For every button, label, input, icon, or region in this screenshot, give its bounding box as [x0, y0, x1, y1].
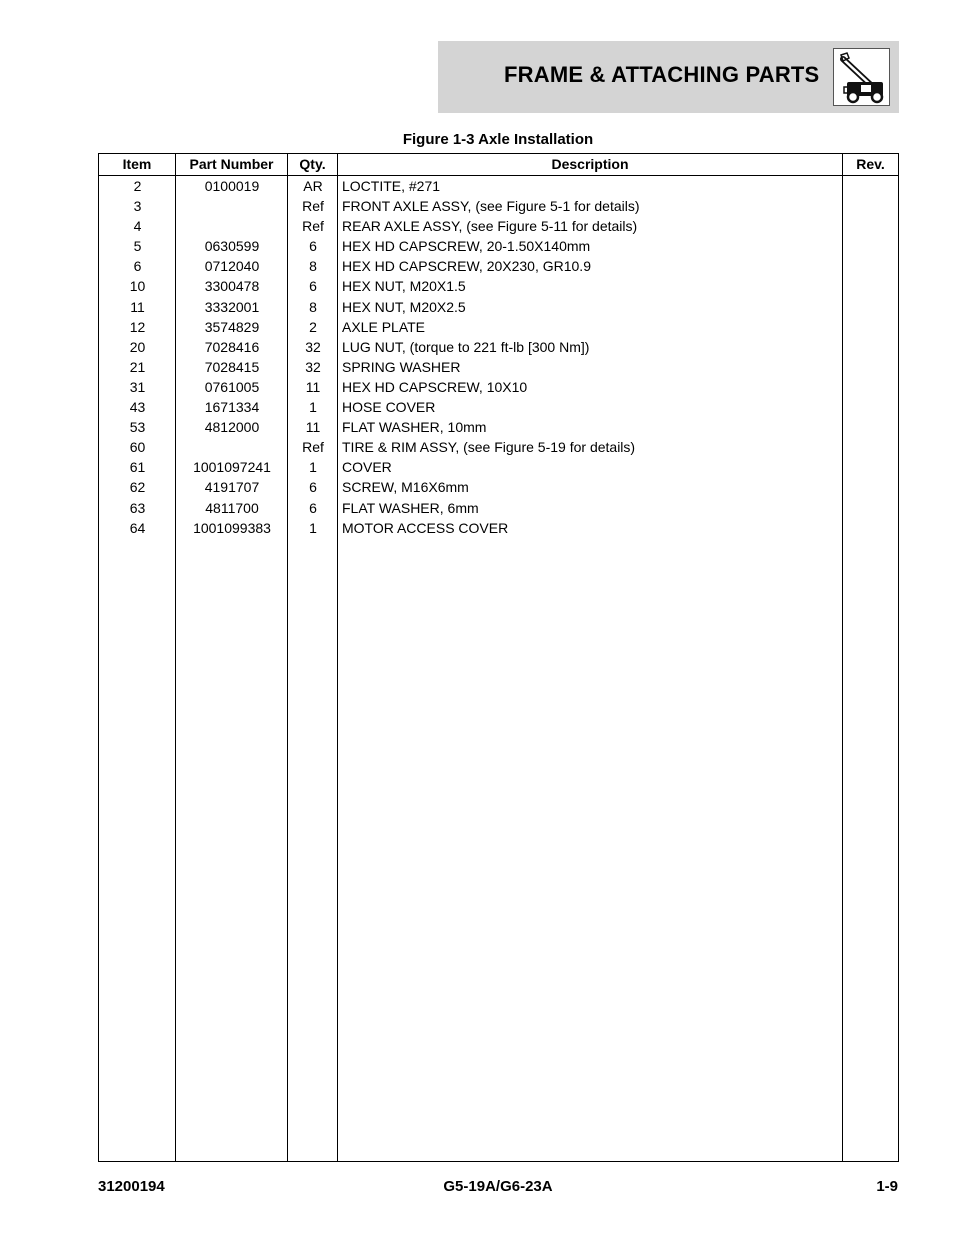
item-cell: 11 [130, 298, 145, 315]
description-cell: LUG NUT, (torque to 221 ft-lb [300 Nm]) [342, 338, 590, 355]
item-cell: 21 [129, 358, 146, 375]
part-number-cell: 3300478 [204, 278, 260, 295]
item-cell: 6 [133, 258, 142, 275]
qty-cell: 1 [309, 519, 317, 536]
column-header-qty: Qty. [299, 156, 326, 172]
description-cell: SPRING WASHER [342, 358, 461, 375]
item-cell: 64 [129, 519, 146, 536]
part-number-cell: 3332001 [204, 298, 260, 315]
table-row [99, 518, 898, 538]
description-cell: FRONT AXLE ASSY, (see Figure 5-1 for details) [342, 198, 640, 215]
qty-cell: 6 [309, 499, 317, 516]
table-row [99, 477, 898, 497]
item-cell: 31 [129, 378, 146, 395]
item-cell: 12 [129, 318, 146, 335]
part-number-cell: 0100019 [204, 178, 260, 194]
item-cell: 4 [133, 218, 142, 235]
table-row [99, 357, 898, 377]
qty-cell: 6 [309, 479, 317, 496]
part-number-cell: 0761005 [204, 378, 260, 395]
description-cell: HOSE COVER [342, 399, 436, 416]
document-number: 31200194 [98, 1178, 165, 1195]
table-row [99, 176, 898, 196]
description-cell: HEX HD CAPSCREW, 20X230, GR10.9 [342, 258, 591, 275]
qty-cell: 11 [305, 378, 321, 395]
description-cell: HEX NUT, M20X1.5 [342, 278, 466, 295]
description-cell: COVER [342, 459, 392, 476]
part-number-cell: 1001099383 [193, 519, 271, 536]
table-row [99, 317, 898, 337]
model-number: G5-19A/G6-23A [443, 1178, 553, 1195]
column-header-item: Item [122, 156, 152, 172]
description-cell: FLAT WASHER, 6mm [342, 499, 479, 516]
item-cell: 3 [133, 198, 142, 215]
part-number-cell: 7028415 [204, 358, 260, 375]
description-cell: SCREW, M16X6mm [342, 479, 469, 496]
table-row [99, 397, 898, 417]
figure-title: Figure 1-3 Axle Installation [402, 131, 594, 148]
description-cell: FLAT WASHER, 10mm [342, 419, 487, 436]
item-cell: 10 [129, 278, 146, 295]
table-body [99, 176, 898, 538]
table-row [99, 337, 898, 357]
page-title: FRAME & ATTACHING PARTS [504, 62, 820, 87]
table-row [99, 236, 898, 256]
description-cell: HEX NUT, M20X2.5 [342, 298, 466, 315]
description-cell: AXLE PLATE [342, 318, 426, 335]
item-cell: 5 [133, 238, 142, 255]
column-header-part-number: Part Number [189, 156, 274, 172]
part-number-cell: 0712040 [204, 258, 260, 275]
table-row [99, 216, 898, 236]
table-row [99, 196, 898, 216]
part-number-cell: 1671334 [204, 399, 260, 416]
parts-table [98, 153, 899, 1162]
item-cell: 61 [129, 459, 146, 476]
item-cell: 63 [129, 499, 146, 516]
qty-cell: 11 [305, 419, 321, 436]
description-cell: REAR AXLE ASSY, (see Figure 5-11 for details) [342, 218, 638, 235]
qty-cell: 1 [309, 459, 317, 476]
part-number-cell: 4811700 [205, 499, 259, 516]
table-row [99, 498, 898, 518]
page-number: 1-9 [876, 1178, 898, 1195]
qty-cell: Ref [302, 439, 324, 456]
item-cell: 60 [129, 439, 146, 456]
table-row [99, 297, 898, 317]
item-cell: 43 [129, 399, 146, 416]
qty-cell: 1 [309, 399, 317, 416]
qty-cell: Ref [302, 218, 324, 235]
qty-cell: Ref [302, 198, 324, 215]
part-number-cell: 3574829 [204, 318, 260, 335]
table-row [99, 457, 898, 477]
part-number-cell: 7028416 [204, 338, 260, 355]
description-cell: LOCTITE, #271 [342, 178, 441, 194]
qty-cell: 6 [309, 238, 317, 255]
description-cell: TIRE & RIM ASSY, (see Figure 5-19 for details) [342, 439, 636, 456]
qty-cell: 32 [305, 358, 321, 375]
qty-cell: 8 [309, 258, 317, 275]
qty-cell: 32 [305, 338, 321, 355]
table-row [99, 276, 898, 296]
column-header-description: Description [551, 156, 629, 172]
item-cell: 2 [133, 178, 142, 194]
qty-cell: AR [303, 178, 323, 194]
qty-cell: 2 [309, 318, 317, 335]
item-cell: 62 [129, 479, 146, 496]
part-number-cell: 4812000 [204, 419, 260, 436]
part-number-cell: 1001097241 [193, 459, 271, 476]
item-cell: 20 [129, 338, 146, 355]
table-row [99, 417, 898, 437]
qty-cell: 6 [309, 278, 317, 295]
table-row [99, 256, 898, 276]
description-cell: HEX HD CAPSCREW, 10X10 [342, 378, 528, 395]
table-row [99, 377, 898, 397]
table-row [99, 437, 898, 457]
description-cell: MOTOR ACCESS COVER [342, 519, 509, 536]
qty-cell: 8 [309, 298, 317, 315]
description-cell: HEX HD CAPSCREW, 20-1.50X140mm [342, 238, 591, 255]
item-cell: 53 [129, 419, 146, 436]
column-header-rev: Rev. [856, 156, 885, 172]
aerial-lift-machine-icon [833, 48, 890, 106]
part-number-cell: 0630599 [204, 238, 260, 255]
part-number-cell: 4191707 [204, 479, 260, 496]
